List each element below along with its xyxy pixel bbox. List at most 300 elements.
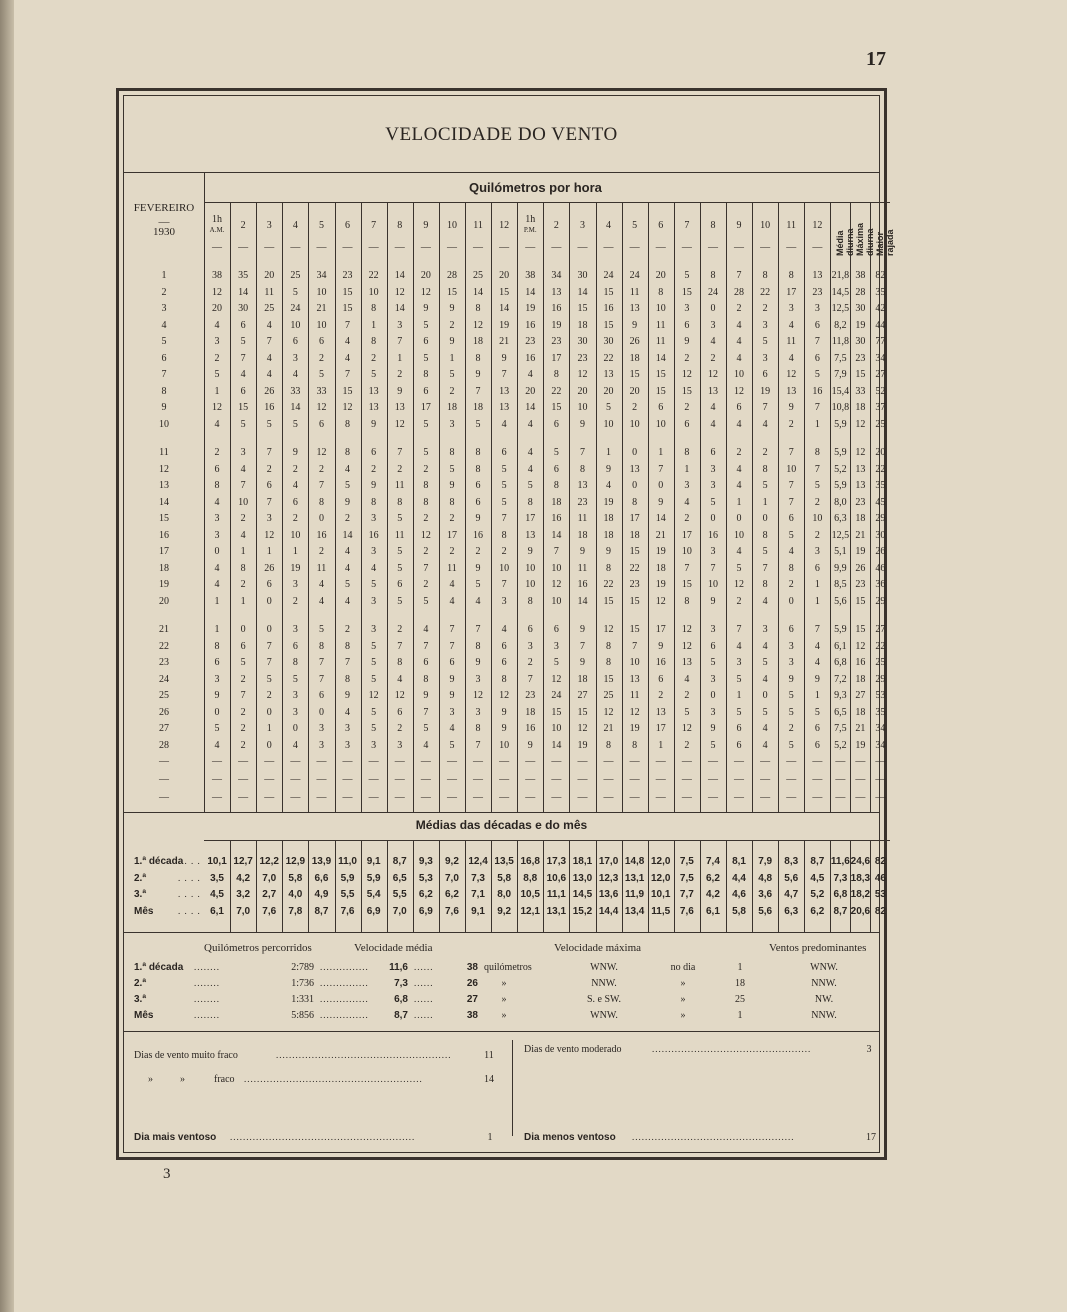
hour-value: 2 xyxy=(240,706,246,718)
hour-value: 2 xyxy=(788,418,794,430)
hour-value: 15 xyxy=(342,286,353,298)
row-day: 9 xyxy=(161,402,167,413)
hour-value: 4 xyxy=(449,723,455,734)
hour-value: 14 xyxy=(394,270,405,281)
header-dash: — xyxy=(316,242,327,253)
blank-cell: — xyxy=(734,792,745,803)
decade-value: 13,9 xyxy=(311,856,332,867)
hour-value: 5 xyxy=(371,640,377,652)
hour-value: 10 xyxy=(551,723,562,734)
mais-label: Dia mais ventoso xyxy=(134,1132,217,1143)
hour-value: 5 xyxy=(371,706,377,718)
hour-value: 3 xyxy=(292,352,298,364)
hour-value: 7 xyxy=(266,657,272,668)
hour-value: 2 xyxy=(214,447,220,458)
hour-value: 9 xyxy=(658,496,664,508)
hour-value: 15 xyxy=(603,595,614,607)
blank-cell: — xyxy=(525,756,536,767)
hour-value: 8 xyxy=(606,562,612,574)
hour-value: 4 xyxy=(710,402,716,413)
hour-value: 18 xyxy=(577,319,588,331)
hour-value: 19 xyxy=(499,319,510,331)
hour-value: 5 xyxy=(423,723,429,734)
hour-value: 8 xyxy=(423,673,429,685)
maxima-header: Máxima diurna xyxy=(855,222,876,256)
hour-value: 20 xyxy=(212,303,223,314)
column-rule xyxy=(543,840,544,932)
hour-value: 7 xyxy=(266,336,272,347)
hour-value: 7 xyxy=(266,447,272,458)
hour-value: 7 xyxy=(684,562,690,574)
hour-value: 8 xyxy=(527,595,533,607)
header-dash: — xyxy=(786,242,797,253)
summary-dia: 1 xyxy=(737,1010,743,1021)
hour-value: 12 xyxy=(394,690,405,701)
hour-value: 5 xyxy=(762,480,768,491)
blank-cell: — xyxy=(212,792,223,803)
decade-value: 9,2 xyxy=(444,856,459,867)
hour-value: 18 xyxy=(551,496,562,508)
hour-value: 1 xyxy=(658,739,664,751)
blank-cell: — xyxy=(551,774,562,785)
daily-media: 7,2 xyxy=(834,673,847,685)
hour-value: 14 xyxy=(394,303,405,314)
hour-value: 2 xyxy=(397,463,403,475)
decade-value: 6,3 xyxy=(784,905,799,917)
decade-raj: 46 xyxy=(874,872,886,884)
hour-value: 4 xyxy=(606,480,612,491)
header-dash: — xyxy=(577,242,588,253)
hour-value: 16 xyxy=(525,352,536,364)
column-rule xyxy=(517,840,518,932)
hour-value: 5 xyxy=(397,546,403,557)
hour-value: 28 xyxy=(446,270,457,281)
decade-value: 12,0 xyxy=(651,856,671,867)
summary-label: 1.ª década xyxy=(134,962,184,973)
hour-value: 7 xyxy=(814,463,820,475)
hour-value: 9 xyxy=(449,690,455,701)
hour-value: 6 xyxy=(553,463,559,475)
hour-value: 16 xyxy=(551,303,562,314)
hour-value: 8 xyxy=(423,496,429,508)
daily-media: 8,5 xyxy=(834,579,847,590)
hour-value: 20 xyxy=(525,385,536,397)
header-dash: — xyxy=(525,242,536,253)
hour-value: 7 xyxy=(266,496,272,508)
hour-value: 20 xyxy=(577,385,588,397)
hour-value: 18 xyxy=(577,529,588,541)
hour-value: 4 xyxy=(240,369,246,380)
hour-value: 22 xyxy=(760,286,771,298)
hour-value: 12 xyxy=(681,369,692,380)
hour-value: 7 xyxy=(318,673,324,685)
hour-value: 7 xyxy=(736,270,742,281)
hour-value: 10 xyxy=(603,418,614,430)
hour-value: 10 xyxy=(290,319,301,331)
hour-value: 1 xyxy=(240,546,246,557)
header-dash: — xyxy=(264,242,275,253)
hour-value: 9 xyxy=(658,640,664,652)
rule xyxy=(124,172,879,173)
summary-max: 38 xyxy=(466,1010,478,1021)
hour-value: 4 xyxy=(814,657,820,668)
hour-value: 8 xyxy=(788,562,794,574)
decade-value: 6,1 xyxy=(210,905,224,917)
row-day: 23 xyxy=(159,657,169,668)
hour-value: 5 xyxy=(814,480,820,491)
row-day: 15 xyxy=(159,513,169,524)
hour-value: 6 xyxy=(684,418,690,430)
summary-km-header: Quilómetros percorridos xyxy=(204,942,312,954)
blank-cell: — xyxy=(342,756,353,767)
decade-value: 8,3 xyxy=(784,856,799,867)
hour-value: 8 xyxy=(632,496,638,508)
blank-cell: — xyxy=(551,792,562,803)
hour-value: 7 xyxy=(788,496,794,508)
hour-value: 4 xyxy=(527,447,533,458)
leader-dots: ........ xyxy=(194,962,220,972)
hour-value: 8 xyxy=(762,529,768,541)
blank-cell: — xyxy=(316,792,327,803)
hour-value: 10 xyxy=(629,657,640,668)
hour-value: 15 xyxy=(446,286,457,298)
hour-value: 16 xyxy=(707,529,718,541)
column-rule xyxy=(596,840,597,932)
hour-value: 4 xyxy=(423,624,429,635)
hour-value: 9 xyxy=(292,447,298,458)
blank-cell: — xyxy=(368,792,379,803)
hour-value: 13 xyxy=(681,657,692,668)
daily-max: 21 xyxy=(855,529,866,541)
hour-value: 11 xyxy=(629,286,640,298)
hour-value: 4 xyxy=(684,673,690,685)
summary-km: 2:789 xyxy=(291,962,314,973)
hour-value: 3 xyxy=(345,739,351,751)
hour-value: 13 xyxy=(655,706,666,718)
hour-value: 1 xyxy=(371,319,377,331)
hour-value: 5 xyxy=(736,673,742,685)
hour-value: 17 xyxy=(786,286,797,298)
blank-cell: — xyxy=(316,756,327,767)
daily-raj: 53 xyxy=(875,690,886,701)
blank-cell: — xyxy=(420,774,431,785)
header-dash: — xyxy=(551,242,562,253)
blank-cell: — xyxy=(786,774,797,785)
blank-cell: — xyxy=(525,774,536,785)
hour-value: 9 xyxy=(475,369,481,380)
hour-value: 1 xyxy=(606,447,612,458)
hour-value: 12 xyxy=(316,402,327,413)
hour-value: 4 xyxy=(501,624,507,635)
header-dash: — xyxy=(629,242,640,253)
hour-value: 4 xyxy=(318,595,324,607)
decade-value: 6,2 xyxy=(418,889,433,900)
hour-value: 11 xyxy=(394,480,405,491)
summary-ventos-header: Ventos predominantes xyxy=(769,942,867,954)
hour-value: 3 xyxy=(292,624,298,635)
rule xyxy=(204,202,890,203)
hour-value: 15 xyxy=(655,385,666,397)
hour-value: 26 xyxy=(264,385,275,397)
decade-label: 1.ª década xyxy=(134,856,184,867)
column-rule xyxy=(230,840,231,932)
hour-value: 4 xyxy=(527,418,533,430)
hour-value: 9 xyxy=(345,496,351,508)
hour-value: 4 xyxy=(345,595,351,607)
hour-value: 1 xyxy=(814,690,820,701)
hour-value: 7 xyxy=(266,640,272,652)
hour-value: 5 xyxy=(423,319,429,331)
hour-value: 3 xyxy=(397,739,403,751)
hour-value: 2 xyxy=(240,739,246,751)
daily-media: 6,8 xyxy=(834,657,847,668)
hour-value: 0 xyxy=(318,706,324,718)
hour-value: 22 xyxy=(629,562,640,574)
hour-value: 3 xyxy=(710,463,716,475)
hour-value: 8 xyxy=(345,640,351,652)
hour-value: 7 xyxy=(397,640,403,652)
hour-value: 13 xyxy=(394,402,405,413)
hour-value: 7 xyxy=(475,385,481,397)
hour-value: 1 xyxy=(266,723,272,734)
hour-value: 3 xyxy=(684,303,690,314)
hour-value: 8 xyxy=(318,640,324,652)
daily-raj: 34 xyxy=(875,723,886,734)
hour-value: 1 xyxy=(292,546,298,557)
column-rule xyxy=(674,840,675,932)
hour-value: 9 xyxy=(606,463,612,475)
hour-value: 7 xyxy=(345,319,351,331)
hour-value: 15 xyxy=(655,369,666,380)
muito-fraco-value: 11 xyxy=(484,1050,494,1061)
rule xyxy=(204,840,890,841)
hour-value: 20 xyxy=(655,270,666,281)
hour-header: 10 xyxy=(446,220,457,231)
muito-fraco-label: Dias de vento muito fraco xyxy=(134,1050,238,1061)
daily-media: 21,8 xyxy=(831,270,850,281)
blank-cell: — xyxy=(238,756,249,767)
hour-value: 0 xyxy=(266,706,272,718)
hour-header: 7 xyxy=(371,220,377,231)
hour-value: 3 xyxy=(788,640,794,652)
column-rule xyxy=(512,1040,513,1136)
daily-raj: 35 xyxy=(875,480,886,491)
hour-value: 3 xyxy=(292,706,298,718)
hour-value: 4 xyxy=(214,496,220,508)
daily-max: 19 xyxy=(855,546,866,557)
blank-cell: — xyxy=(760,774,771,785)
hour-header: 5 xyxy=(318,220,324,231)
hour-value: 12 xyxy=(681,624,692,635)
hour-value: 12 xyxy=(681,640,692,652)
hour-value: 13 xyxy=(525,529,536,541)
blank-cell: — xyxy=(290,756,301,767)
hour-value: 6 xyxy=(397,579,403,590)
hour-value: 23 xyxy=(551,336,562,347)
daily-raj: 22 xyxy=(875,463,886,475)
summary-pred: NNW. xyxy=(811,978,837,989)
daily-raj: 42 xyxy=(875,303,886,314)
decade-value: 3,6 xyxy=(758,889,773,900)
hour-value: 1 xyxy=(736,496,742,508)
hour-value: 4 xyxy=(292,480,298,491)
hour-value: 13 xyxy=(812,270,823,281)
hour-value: 12 xyxy=(212,286,223,298)
row-day: 19 xyxy=(159,579,169,590)
hour-value: 9 xyxy=(710,723,716,734)
hour-value: 8 xyxy=(397,496,403,508)
hour-value: 10 xyxy=(290,529,301,541)
summary-dir: WNW. xyxy=(590,1010,618,1021)
hour-value: 4 xyxy=(710,336,716,347)
hour-value: 16 xyxy=(316,529,327,541)
hour-value: 8 xyxy=(632,739,638,751)
daily-raj: 35 xyxy=(875,286,886,298)
hour-value: 0 xyxy=(632,480,638,491)
hour-value: 25 xyxy=(290,270,301,281)
hour-value: 15 xyxy=(551,706,562,718)
hour-value: 7 xyxy=(814,624,820,635)
hour-value: 5 xyxy=(240,336,246,347)
leader-dots: . . . . xyxy=(178,905,201,916)
decade-value: 7,7 xyxy=(679,889,694,900)
summary-max: 27 xyxy=(466,994,478,1005)
daily-media: 7,5 xyxy=(834,723,847,734)
row-day: 7 xyxy=(161,369,167,380)
hour-value: 8 xyxy=(371,336,377,347)
blank-cell: — xyxy=(342,792,353,803)
blank-day: — xyxy=(159,792,169,803)
daily-raj: 37 xyxy=(875,402,886,413)
hour-value: 4 xyxy=(736,546,742,557)
column-rule xyxy=(726,840,727,932)
row-day: 13 xyxy=(159,480,169,491)
hour-value: 3 xyxy=(710,319,716,331)
decade-value: 4,7 xyxy=(784,889,799,900)
blank-cell: — xyxy=(603,792,614,803)
hour-value: 2 xyxy=(345,624,351,635)
hour-value: 9 xyxy=(371,418,377,430)
hour-value: 3 xyxy=(814,546,820,557)
hour-value: 11 xyxy=(786,336,797,347)
decade-value: 15,2 xyxy=(572,905,593,917)
hour-value: 9 xyxy=(475,562,481,574)
hour-value: 6 xyxy=(214,463,220,475)
hour-value: 15 xyxy=(551,402,562,413)
hour-value: 6 xyxy=(710,640,716,652)
hour-value: 2 xyxy=(423,513,429,524)
hour-header: 6 xyxy=(345,220,351,231)
hour-value: 12 xyxy=(551,579,562,590)
decade-media: 6,8 xyxy=(833,889,848,900)
row-day: 1 xyxy=(161,270,167,281)
decade-value: 7,0 xyxy=(236,905,251,917)
hour-header: 8 xyxy=(397,220,403,231)
moderado-value: 3 xyxy=(866,1044,872,1055)
hour-value: 3 xyxy=(214,673,220,685)
hour-value: 7 xyxy=(762,402,768,413)
header-dash: — xyxy=(212,242,223,253)
blank-cell: — xyxy=(551,756,562,767)
hour-value: 0 xyxy=(266,624,272,635)
hour-value: 14 xyxy=(238,286,249,298)
hour-value: 2 xyxy=(397,369,403,380)
daily-max: 13 xyxy=(855,463,866,475)
hour-value: 5 xyxy=(240,657,246,668)
summary-dia-label: » xyxy=(680,994,686,1005)
hour-value: 18 xyxy=(446,402,457,413)
blank-cell: — xyxy=(681,774,692,785)
footer-number: 3 xyxy=(163,1166,171,1182)
summary-km: 1:736 xyxy=(291,978,314,989)
blank-cell: — xyxy=(629,756,640,767)
hour-value: 2 xyxy=(214,352,220,364)
decade-value: 17,0 xyxy=(598,856,619,867)
hour-value: 18 xyxy=(473,402,484,413)
hour-value: 12 xyxy=(499,690,510,701)
hour-value: 14 xyxy=(499,303,510,314)
hour-header: 2 xyxy=(553,220,559,231)
decade-value: 8,8 xyxy=(523,872,538,884)
hour-value: 2 xyxy=(684,352,690,364)
hour-value: 4 xyxy=(501,418,507,430)
hour-value: 7 xyxy=(736,624,742,635)
hour-value: 3 xyxy=(371,546,377,557)
hour-value: 7 xyxy=(475,739,481,751)
hour-value: 17 xyxy=(655,624,666,635)
blank-cell: — xyxy=(835,774,846,785)
hour-value: 2 xyxy=(318,546,324,557)
hour-value: 8 xyxy=(214,480,220,491)
hour-value: 8 xyxy=(606,739,612,751)
blank-cell: — xyxy=(655,756,666,767)
hour-value: 1 xyxy=(814,595,820,607)
hour-value: 3 xyxy=(345,723,351,734)
decade-value: 12,2 xyxy=(259,856,279,867)
hour-value: 9 xyxy=(397,385,403,397)
summary-dia: 1 xyxy=(737,962,743,973)
daily-max: 15 xyxy=(855,369,866,380)
hour-value: 5 xyxy=(736,562,742,574)
decade-value: 7,6 xyxy=(679,905,694,917)
hour-value: 6 xyxy=(292,640,298,652)
hour-value: 12 xyxy=(420,529,431,541)
hour-value: 10 xyxy=(707,579,718,590)
blank-cell: — xyxy=(446,774,457,785)
decade-value: 5,9 xyxy=(340,872,355,884)
leader-dots: ...... xyxy=(414,978,434,988)
hour-value: 5 xyxy=(266,673,272,685)
header-dash: — xyxy=(342,242,353,253)
hour-value: 5 xyxy=(788,706,794,718)
daily-raj: 27 xyxy=(875,624,886,635)
daily-raj: 30 xyxy=(875,529,886,541)
leader-dots: ........ xyxy=(194,1010,220,1020)
daily-media: 5,1 xyxy=(834,546,847,557)
decade-value: 2,7 xyxy=(262,889,277,900)
blank-cell: — xyxy=(290,774,301,785)
hour-value: 10 xyxy=(368,286,379,298)
blank-cell: — xyxy=(760,792,771,803)
hour-value: 3 xyxy=(397,319,403,331)
blank-cell: — xyxy=(394,774,405,785)
decade-value: 13,5 xyxy=(494,856,514,867)
hour-value: 27 xyxy=(577,690,588,701)
hour-value: 4 xyxy=(345,562,351,574)
hour-value: 7 xyxy=(501,369,507,380)
hour-value: 5 xyxy=(449,739,455,751)
blank-cell: — xyxy=(499,792,510,803)
